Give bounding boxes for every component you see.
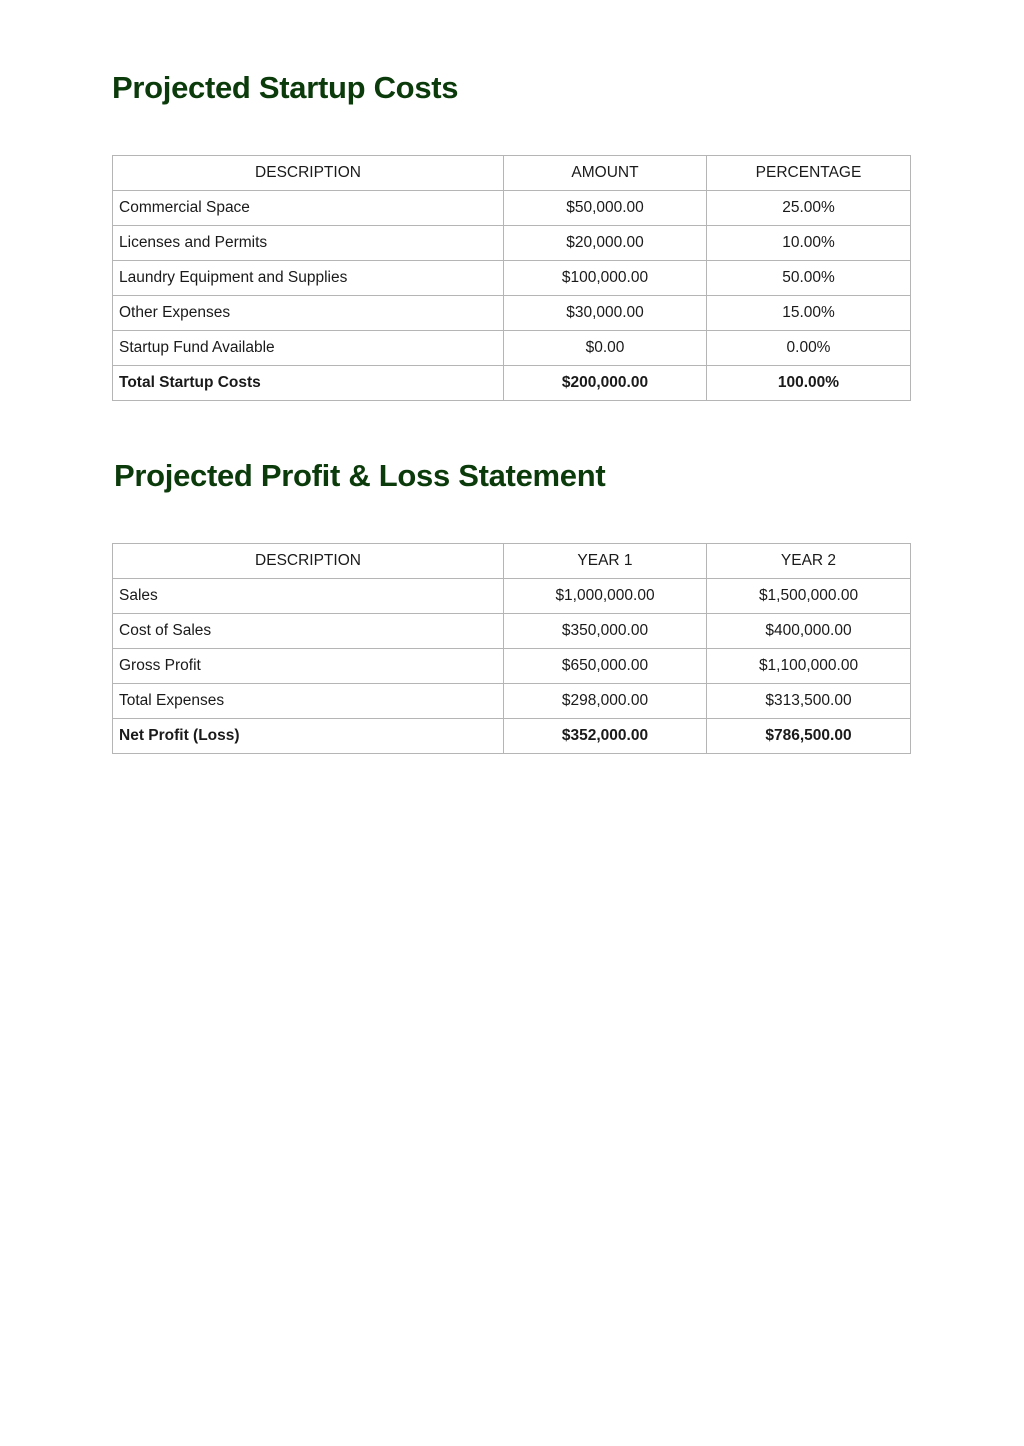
row-percentage: 15.00% (707, 296, 911, 331)
row-description: Sales (113, 579, 504, 614)
column-header-year-2: YEAR 2 (707, 544, 911, 579)
row-percentage: 10.00% (707, 226, 911, 261)
row-year-2: $313,500.00 (707, 684, 911, 719)
profit-loss-table (112, 543, 911, 754)
row-amount: $0.00 (504, 331, 707, 366)
total-year-2: $786,500.00 (707, 719, 911, 754)
table-row (113, 684, 911, 719)
row-description: Gross Profit (113, 649, 504, 684)
total-percentage: 100.00% (707, 366, 911, 401)
table-row (113, 226, 911, 261)
row-year-1: $298,000.00 (504, 684, 707, 719)
row-year-1: $650,000.00 (504, 649, 707, 684)
total-amount: $200,000.00 (504, 366, 707, 401)
row-amount: $20,000.00 (504, 226, 707, 261)
row-description: Cost of Sales (113, 614, 504, 649)
row-description: Startup Fund Available (113, 331, 504, 366)
row-percentage: 25.00% (707, 191, 911, 226)
startup-costs-title: Projected Startup Costs (112, 70, 459, 105)
column-header-description: DESCRIPTION (113, 156, 504, 191)
row-amount: $100,000.00 (504, 261, 707, 296)
row-description: Laundry Equipment and Supplies (113, 261, 504, 296)
table-row (113, 579, 911, 614)
total-row (113, 719, 911, 754)
column-header-year-1: YEAR 1 (504, 544, 707, 579)
table-row (113, 331, 911, 366)
row-year-1: $350,000.00 (504, 614, 707, 649)
table-row (113, 614, 911, 649)
row-description: Licenses and Permits (113, 226, 504, 261)
column-header-description: DESCRIPTION (113, 544, 504, 579)
table-row (113, 261, 911, 296)
column-header-amount: AMOUNT (504, 156, 707, 191)
table-row (113, 649, 911, 684)
total-label: Net Profit (Loss) (113, 719, 504, 754)
table-header-row (113, 156, 911, 191)
row-amount: $30,000.00 (504, 296, 707, 331)
row-description: Other Expenses (113, 296, 504, 331)
row-amount: $50,000.00 (504, 191, 707, 226)
total-row (113, 366, 911, 401)
column-header-percentage: PERCENTAGE (707, 156, 911, 191)
row-year-2: $1,500,000.00 (707, 579, 911, 614)
row-percentage: 50.00% (707, 261, 911, 296)
row-year-2: $400,000.00 (707, 614, 911, 649)
row-year-2: $1,100,000.00 (707, 649, 911, 684)
table-header-row (113, 544, 911, 579)
table-row (113, 296, 911, 331)
row-description: Total Expenses (113, 684, 504, 719)
row-year-1: $1,000,000.00 (504, 579, 707, 614)
row-percentage: 0.00% (707, 331, 911, 366)
total-label: Total Startup Costs (113, 366, 504, 401)
profit-loss-title: Projected Profit & Loss Statement (114, 458, 606, 493)
row-description: Commercial Space (113, 191, 504, 226)
table-row (113, 191, 911, 226)
startup-costs-table (112, 155, 911, 401)
total-year-1: $352,000.00 (504, 719, 707, 754)
